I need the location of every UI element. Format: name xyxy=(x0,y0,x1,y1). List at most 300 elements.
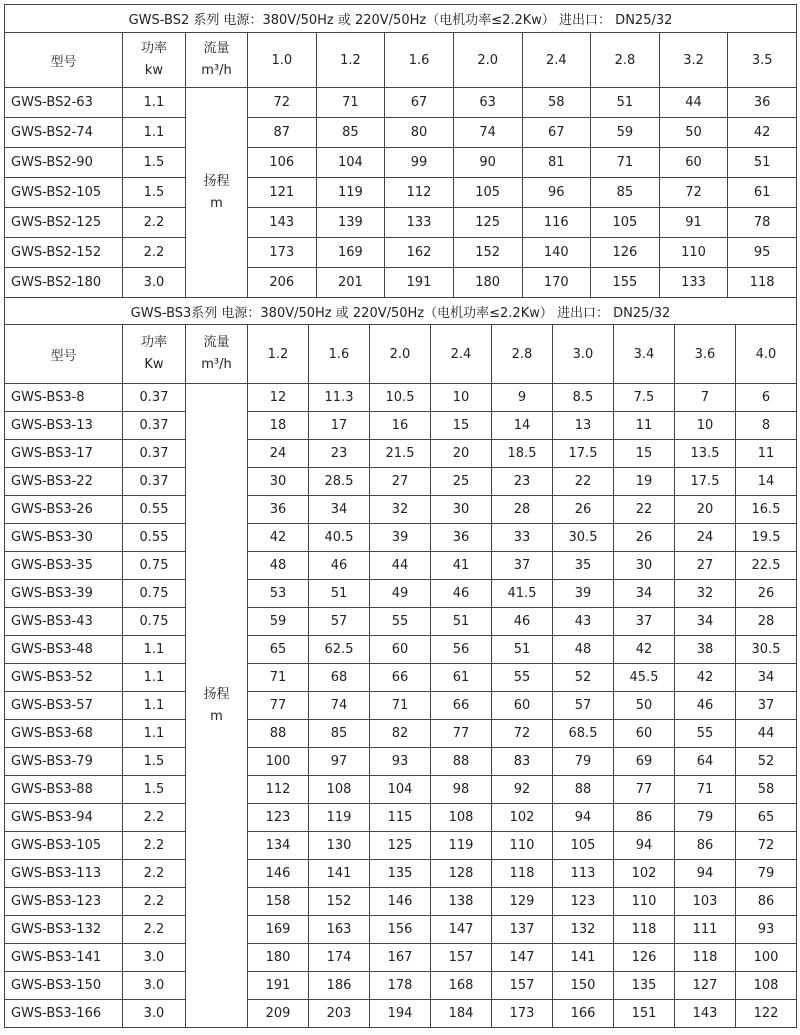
model-cell: GWS-BS3-68 xyxy=(5,720,123,748)
head-value-cell: 112 xyxy=(248,776,309,804)
head-value-cell: 36 xyxy=(431,524,492,552)
head-value-cell: 123 xyxy=(248,804,309,832)
model-cell: GWS-BS3-39 xyxy=(5,580,123,608)
head-value-cell: 191 xyxy=(385,268,454,298)
head-value-cell: 11.3 xyxy=(309,384,370,412)
model-cell: GWS-BS3-35 xyxy=(5,552,123,580)
head-value-cell: 74 xyxy=(453,118,522,148)
model-header: 型号 xyxy=(5,325,123,384)
head-value-cell: 194 xyxy=(370,1000,431,1028)
head-value-cell: 24 xyxy=(675,524,736,552)
head-value-cell: 71 xyxy=(316,88,385,118)
head-value-cell: 93 xyxy=(370,748,431,776)
head-value-cell: 93 xyxy=(736,916,797,944)
head-value-cell: 59 xyxy=(248,608,309,636)
head-value-cell: 24 xyxy=(248,440,309,468)
model-cell: GWS-BS3-94 xyxy=(5,804,123,832)
flow-unit: m³/h xyxy=(201,357,232,372)
head-value-cell: 17.5 xyxy=(675,468,736,496)
power-cell: 1.1 xyxy=(123,88,186,118)
head-value-cell: 168 xyxy=(431,972,492,1000)
head-value-cell: 42 xyxy=(728,118,797,148)
head-value-cell: 140 xyxy=(522,238,591,268)
table-row xyxy=(5,972,797,1000)
head-value-cell: 21.5 xyxy=(370,440,431,468)
head-value-cell: 61 xyxy=(431,664,492,692)
head-value-cell: 27 xyxy=(370,468,431,496)
head-value-cell: 13 xyxy=(553,412,614,440)
head-value-cell: 79 xyxy=(736,860,797,888)
head-value-cell: 180 xyxy=(248,944,309,972)
head-value-cell: 135 xyxy=(614,972,675,1000)
head-value-cell: 46 xyxy=(492,608,553,636)
table-row xyxy=(5,468,797,496)
head-value-cell: 95 xyxy=(728,238,797,268)
head-value-cell: 102 xyxy=(492,804,553,832)
head-value-cell: 44 xyxy=(370,552,431,580)
head-value-cell: 42 xyxy=(614,636,675,664)
head-value-cell: 186 xyxy=(309,972,370,1000)
head-value-cell: 110 xyxy=(614,888,675,916)
head-value-cell: 104 xyxy=(316,148,385,178)
power-cell: 2.2 xyxy=(123,860,186,888)
head-value-cell: 25 xyxy=(431,468,492,496)
head-value-cell: 26 xyxy=(736,580,797,608)
head-value-cell: 52 xyxy=(736,748,797,776)
table-row xyxy=(5,916,797,944)
power-cell: 0.75 xyxy=(123,552,186,580)
head-value-cell: 37 xyxy=(492,552,553,580)
head-value-cell: 19 xyxy=(614,468,675,496)
flow-value-header: 3.6 xyxy=(675,325,736,384)
model-cell: GWS-BS3-57 xyxy=(5,692,123,720)
head-value-cell: 169 xyxy=(248,916,309,944)
flow-value-header: 3.2 xyxy=(659,33,728,88)
header-row xyxy=(5,325,797,384)
head-value-cell: 72 xyxy=(659,178,728,208)
table-title-row xyxy=(5,298,797,325)
bs3-spec-table xyxy=(4,297,797,1028)
power-header xyxy=(123,325,186,384)
head-value-cell: 11 xyxy=(614,412,675,440)
flow-value-header: 2.0 xyxy=(453,33,522,88)
head-value-cell: 39 xyxy=(553,580,614,608)
head-unit: m xyxy=(210,708,223,724)
table-row xyxy=(5,384,797,412)
flow-unit: m³/h xyxy=(201,63,232,78)
head-value-cell: 71 xyxy=(675,776,736,804)
head-value-cell: 80 xyxy=(385,118,454,148)
head-value-cell: 60 xyxy=(370,636,431,664)
power-cell: 2.2 xyxy=(123,238,186,268)
model-cell: GWS-BS3-113 xyxy=(5,860,123,888)
table-row xyxy=(5,148,797,178)
head-value-cell: 94 xyxy=(553,804,614,832)
power-label: 功率 xyxy=(140,41,167,56)
table-row xyxy=(5,888,797,916)
head-value-cell: 30.5 xyxy=(553,524,614,552)
flow-header xyxy=(186,325,248,384)
head-value-cell: 60 xyxy=(659,148,728,178)
table-row xyxy=(5,496,797,524)
head-value-cell: 106 xyxy=(248,148,317,178)
head-value-cell: 126 xyxy=(614,944,675,972)
model-cell: GWS-BS3-79 xyxy=(5,748,123,776)
head-value-cell: 110 xyxy=(659,238,728,268)
head-value-cell: 113 xyxy=(553,860,614,888)
head-value-cell: 97 xyxy=(309,748,370,776)
power-cell: 1.5 xyxy=(123,776,186,804)
table-row xyxy=(5,238,797,268)
head-value-cell: 146 xyxy=(370,888,431,916)
flow-value-header: 1.6 xyxy=(309,325,370,384)
flow-value-header: 2.8 xyxy=(492,325,553,384)
head-value-cell: 143 xyxy=(248,208,317,238)
flow-value-header: 1.6 xyxy=(385,33,454,88)
head-value-cell: 72 xyxy=(492,720,553,748)
head-value-cell: 102 xyxy=(614,860,675,888)
flow-value-header: 1.0 xyxy=(248,33,317,88)
bs2-spec-table xyxy=(4,4,797,298)
power-cell: 2.2 xyxy=(123,208,186,238)
head-value-cell: 121 xyxy=(248,178,317,208)
model-cell: GWS-BS3-26 xyxy=(5,496,123,524)
head-value-cell: 104 xyxy=(370,776,431,804)
head-value-cell: 26 xyxy=(553,496,614,524)
head-value-cell: 141 xyxy=(553,944,614,972)
head-value-cell: 64 xyxy=(675,748,736,776)
head-value-cell: 37 xyxy=(736,692,797,720)
head-value-cell: 22 xyxy=(614,496,675,524)
head-value-cell: 141 xyxy=(309,860,370,888)
head-value-cell: 130 xyxy=(309,832,370,860)
table-row xyxy=(5,636,797,664)
table-row xyxy=(5,804,797,832)
head-value-cell: 39 xyxy=(370,524,431,552)
power-cell: 1.1 xyxy=(123,118,186,148)
head-value-cell: 50 xyxy=(614,692,675,720)
head-value-cell: 128 xyxy=(431,860,492,888)
head-value-cell: 129 xyxy=(492,888,553,916)
head-value-cell: 94 xyxy=(675,860,736,888)
head-value-cell: 67 xyxy=(385,88,454,118)
head-value-cell: 105 xyxy=(553,832,614,860)
head-value-cell: 85 xyxy=(316,118,385,148)
head-value-cell: 51 xyxy=(591,88,660,118)
head-value-cell: 51 xyxy=(431,608,492,636)
head-label-cell xyxy=(186,384,248,1028)
model-cell: GWS-BS2-63 xyxy=(5,88,123,118)
head-value-cell: 127 xyxy=(675,972,736,1000)
head-value-cell: 32 xyxy=(675,580,736,608)
head-value-cell: 152 xyxy=(453,238,522,268)
model-cell: GWS-BS3-52 xyxy=(5,664,123,692)
head-value-cell: 44 xyxy=(659,88,728,118)
head-value-cell: 45.5 xyxy=(614,664,675,692)
header-row xyxy=(5,33,797,88)
head-value-cell: 52 xyxy=(553,664,614,692)
table-row xyxy=(5,580,797,608)
power-cell: 1.1 xyxy=(123,636,186,664)
head-value-cell: 18.5 xyxy=(492,440,553,468)
head-value-cell: 206 xyxy=(248,268,317,298)
head-value-cell: 118 xyxy=(728,268,797,298)
head-value-cell: 91 xyxy=(659,208,728,238)
model-cell: GWS-BS3-8 xyxy=(5,384,123,412)
head-value-cell: 116 xyxy=(522,208,591,238)
model-cell: GWS-BS2-90 xyxy=(5,148,123,178)
head-value-cell: 58 xyxy=(736,776,797,804)
head-value-cell: 14 xyxy=(736,468,797,496)
head-value-cell: 62.5 xyxy=(309,636,370,664)
head-value-cell: 163 xyxy=(309,916,370,944)
model-cell: GWS-BS3-141 xyxy=(5,944,123,972)
head-value-cell: 60 xyxy=(492,692,553,720)
head-value-cell: 15 xyxy=(431,412,492,440)
head-value-cell: 71 xyxy=(248,664,309,692)
head-value-cell: 28 xyxy=(736,608,797,636)
head-value-cell: 111 xyxy=(675,916,736,944)
power-cell: 0.37 xyxy=(123,412,186,440)
table-row xyxy=(5,88,797,118)
head-value-cell: 67 xyxy=(522,118,591,148)
head-value-cell: 16 xyxy=(370,412,431,440)
table-row xyxy=(5,692,797,720)
head-value-cell: 118 xyxy=(492,860,553,888)
head-value-cell: 94 xyxy=(614,832,675,860)
power-cell: 0.37 xyxy=(123,384,186,412)
head-value-cell: 147 xyxy=(431,916,492,944)
head-value-cell: 98 xyxy=(431,776,492,804)
head-value-cell: 126 xyxy=(591,238,660,268)
head-value-cell: 53 xyxy=(248,580,309,608)
model-header: 型号 xyxy=(5,33,123,88)
head-value-cell: 28.5 xyxy=(309,468,370,496)
model-cell: GWS-BS3-132 xyxy=(5,916,123,944)
flow-value-header: 2.4 xyxy=(522,33,591,88)
head-value-cell: 55 xyxy=(492,664,553,692)
head-label: 扬程 xyxy=(203,686,230,702)
head-value-cell: 158 xyxy=(248,888,309,916)
flow-header xyxy=(186,33,248,88)
flow-value-header: 3.5 xyxy=(728,33,797,88)
head-value-cell: 27 xyxy=(675,552,736,580)
power-cell: 0.37 xyxy=(123,468,186,496)
head-value-cell: 51 xyxy=(728,148,797,178)
head-value-cell: 133 xyxy=(385,208,454,238)
head-value-cell: 169 xyxy=(316,238,385,268)
table-row xyxy=(5,118,797,148)
flow-value-header: 1.2 xyxy=(316,33,385,88)
table-row xyxy=(5,440,797,468)
head-value-cell: 184 xyxy=(431,1000,492,1028)
model-cell: GWS-BS3-13 xyxy=(5,412,123,440)
head-value-cell: 88 xyxy=(248,720,309,748)
head-value-cell: 58 xyxy=(522,88,591,118)
head-value-cell: 108 xyxy=(736,972,797,1000)
model-cell: GWS-BS3-150 xyxy=(5,972,123,1000)
head-value-cell: 173 xyxy=(248,238,317,268)
flow-value-header: 2.0 xyxy=(370,325,431,384)
head-value-cell: 71 xyxy=(370,692,431,720)
head-value-cell: 14 xyxy=(492,412,553,440)
power-cell: 2.2 xyxy=(123,832,186,860)
head-value-cell: 46 xyxy=(309,552,370,580)
head-value-cell: 57 xyxy=(553,692,614,720)
head-value-cell: 34 xyxy=(736,664,797,692)
flow-label: 流量 xyxy=(203,41,230,56)
power-unit: Kw xyxy=(144,357,164,372)
head-label: 扬程 xyxy=(203,173,230,189)
head-value-cell: 9 xyxy=(492,384,553,412)
head-value-cell: 19.5 xyxy=(736,524,797,552)
table-row xyxy=(5,776,797,804)
head-value-cell: 112 xyxy=(385,178,454,208)
power-cell: 1.5 xyxy=(123,178,186,208)
head-value-cell: 20 xyxy=(675,496,736,524)
head-value-cell: 99 xyxy=(385,148,454,178)
power-cell: 0.75 xyxy=(123,580,186,608)
power-cell: 3.0 xyxy=(123,944,186,972)
power-cell: 2.2 xyxy=(123,916,186,944)
head-value-cell: 139 xyxy=(316,208,385,238)
table-row xyxy=(5,524,797,552)
table-row xyxy=(5,412,797,440)
head-value-cell: 86 xyxy=(675,832,736,860)
power-header xyxy=(123,33,186,88)
head-value-cell: 74 xyxy=(309,692,370,720)
head-value-cell: 90 xyxy=(453,148,522,178)
head-value-cell: 16.5 xyxy=(736,496,797,524)
head-value-cell: 6 xyxy=(736,384,797,412)
head-value-cell: 119 xyxy=(316,178,385,208)
head-value-cell: 61 xyxy=(728,178,797,208)
head-value-cell: 11 xyxy=(736,440,797,468)
head-value-cell: 174 xyxy=(309,944,370,972)
head-value-cell: 156 xyxy=(370,916,431,944)
head-value-cell: 108 xyxy=(309,776,370,804)
head-value-cell: 119 xyxy=(431,832,492,860)
head-value-cell: 87 xyxy=(248,118,317,148)
model-cell: GWS-BS3-30 xyxy=(5,524,123,552)
head-value-cell: 180 xyxy=(453,268,522,298)
head-value-cell: 65 xyxy=(736,804,797,832)
head-value-cell: 110 xyxy=(492,832,553,860)
head-value-cell: 125 xyxy=(453,208,522,238)
head-value-cell: 41.5 xyxy=(492,580,553,608)
head-value-cell: 18 xyxy=(248,412,309,440)
head-value-cell: 46 xyxy=(675,692,736,720)
power-cell: 0.37 xyxy=(123,440,186,468)
head-value-cell: 41 xyxy=(431,552,492,580)
head-value-cell: 79 xyxy=(675,804,736,832)
model-cell: GWS-BS2-152 xyxy=(5,238,123,268)
flow-value-header: 4.0 xyxy=(736,325,797,384)
head-value-cell: 118 xyxy=(614,916,675,944)
power-cell: 1.1 xyxy=(123,664,186,692)
table-row xyxy=(5,860,797,888)
head-value-cell: 42 xyxy=(675,664,736,692)
model-cell: GWS-BS3-123 xyxy=(5,888,123,916)
head-value-cell: 12 xyxy=(248,384,309,412)
head-value-cell: 105 xyxy=(453,178,522,208)
head-value-cell: 8.5 xyxy=(553,384,614,412)
flow-value-header: 2.4 xyxy=(431,325,492,384)
head-value-cell: 50 xyxy=(659,118,728,148)
head-value-cell: 34 xyxy=(675,608,736,636)
head-value-cell: 115 xyxy=(370,804,431,832)
head-value-cell: 30 xyxy=(614,552,675,580)
head-value-cell: 103 xyxy=(675,888,736,916)
power-cell: 0.75 xyxy=(123,608,186,636)
head-value-cell: 10 xyxy=(431,384,492,412)
head-label-cell xyxy=(186,88,248,298)
head-value-cell: 134 xyxy=(248,832,309,860)
head-value-cell: 105 xyxy=(591,208,660,238)
head-value-cell: 146 xyxy=(248,860,309,888)
table-row xyxy=(5,608,797,636)
head-value-cell: 40.5 xyxy=(309,524,370,552)
head-value-cell: 30 xyxy=(248,468,309,496)
head-value-cell: 162 xyxy=(385,238,454,268)
flow-value-header: 3.4 xyxy=(614,325,675,384)
head-value-cell: 69 xyxy=(614,748,675,776)
head-value-cell: 122 xyxy=(736,1000,797,1028)
head-value-cell: 125 xyxy=(370,832,431,860)
head-value-cell: 37 xyxy=(614,608,675,636)
power-cell: 0.55 xyxy=(123,496,186,524)
head-value-cell: 135 xyxy=(370,860,431,888)
table-row xyxy=(5,1000,797,1028)
head-value-cell: 118 xyxy=(675,944,736,972)
head-value-cell: 79 xyxy=(553,748,614,776)
head-value-cell: 83 xyxy=(492,748,553,776)
head-value-cell: 100 xyxy=(736,944,797,972)
head-value-cell: 100 xyxy=(248,748,309,776)
head-value-cell: 36 xyxy=(728,88,797,118)
head-value-cell: 30.5 xyxy=(736,636,797,664)
table-row xyxy=(5,268,797,298)
head-value-cell: 36 xyxy=(248,496,309,524)
head-value-cell: 78 xyxy=(728,208,797,238)
head-value-cell: 57 xyxy=(309,608,370,636)
model-cell: GWS-BS3-105 xyxy=(5,832,123,860)
head-value-cell: 123 xyxy=(553,888,614,916)
head-value-cell: 77 xyxy=(431,720,492,748)
table-row xyxy=(5,664,797,692)
model-cell: GWS-BS2-125 xyxy=(5,208,123,238)
head-value-cell: 22 xyxy=(553,468,614,496)
table-title-row xyxy=(5,5,797,33)
head-value-cell: 51 xyxy=(309,580,370,608)
head-value-cell: 201 xyxy=(316,268,385,298)
head-value-cell: 71 xyxy=(591,148,660,178)
head-value-cell: 33 xyxy=(492,524,553,552)
model-cell: GWS-BS3-88 xyxy=(5,776,123,804)
head-value-cell: 178 xyxy=(370,972,431,1000)
power-cell: 1.1 xyxy=(123,720,186,748)
model-cell: GWS-BS2-105 xyxy=(5,178,123,208)
head-value-cell: 68.5 xyxy=(553,720,614,748)
head-value-cell: 7.5 xyxy=(614,384,675,412)
head-value-cell: 108 xyxy=(431,804,492,832)
head-value-cell: 150 xyxy=(553,972,614,1000)
head-value-cell: 8 xyxy=(736,412,797,440)
head-value-cell: 13.5 xyxy=(675,440,736,468)
power-cell: 1.5 xyxy=(123,748,186,776)
head-value-cell: 85 xyxy=(309,720,370,748)
table-row xyxy=(5,944,797,972)
